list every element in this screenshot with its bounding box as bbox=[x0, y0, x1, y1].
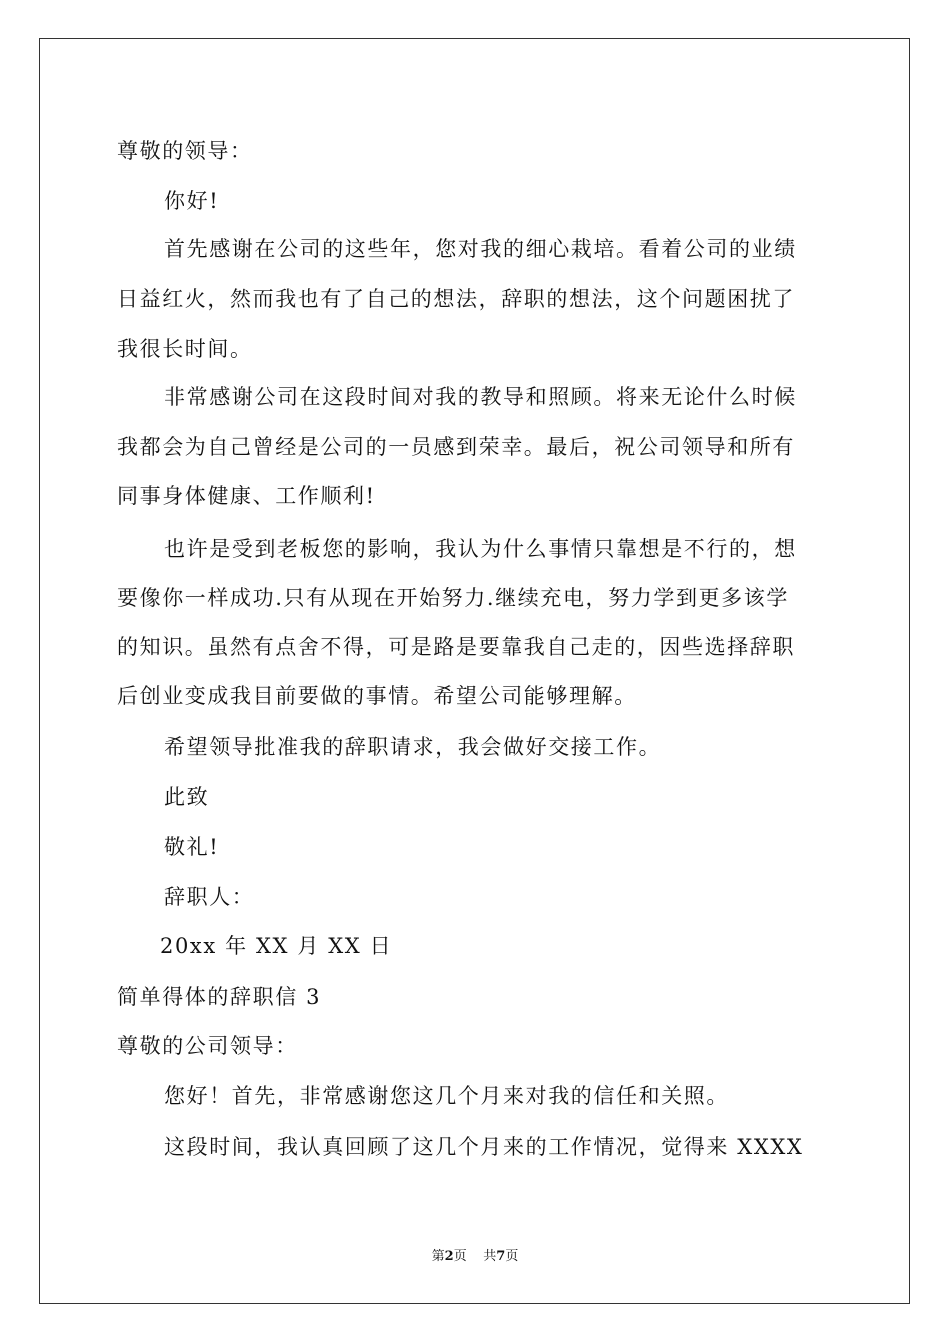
section-title: 简单得体的辞职信 3 bbox=[117, 985, 322, 1009]
greeting: 你好! bbox=[164, 189, 220, 213]
date-line: 20xx 年 XX 月 XX 日 bbox=[160, 934, 393, 958]
paragraph-line: 首先感谢在公司的这些年，您对我的细心栽培。看着公司的业绩 bbox=[164, 237, 797, 261]
paragraph-line: 要像你一样成功.只有从现在开始努力.继续充电，努力学到更多该学 bbox=[117, 586, 789, 610]
paragraph-line: 您好！首先，非常感谢您这几个月来对我的信任和关照。 bbox=[164, 1084, 729, 1108]
paragraph-line: 我很长时间。 bbox=[117, 337, 253, 361]
page-footer bbox=[0, 1248, 950, 1266]
paragraph-line: 日益红火，然而我也有了自己的想法，辞职的想法，这个问题困扰了 bbox=[117, 287, 795, 311]
page-border bbox=[39, 38, 910, 1304]
page-total-prefix: 共 bbox=[483, 1249, 497, 1264]
page-total-suffix: 页 bbox=[505, 1249, 519, 1264]
paragraph-line: 希望领导批准我的辞职请求，我会做好交接工作。 bbox=[164, 735, 662, 759]
paragraph-line: 的知识。虽然有点舍不得，可是路是要靠我自己走的，因些选择辞职 bbox=[117, 635, 795, 659]
paragraph-line: 非常感谢公司在这段时间对我的教导和照顾。将来无论什么时候 bbox=[164, 385, 797, 409]
salutation: 尊敬的领导： bbox=[117, 139, 253, 163]
page-number-prefix: 第 bbox=[431, 1249, 445, 1264]
paragraph-line: 同事身体健康、工作顺利! bbox=[117, 484, 376, 508]
salutation: 尊敬的公司领导： bbox=[117, 1034, 298, 1058]
paragraph-line: 后创业变成我目前要做的事情。希望公司能够理解。 bbox=[117, 684, 637, 708]
closing-line: 此致 bbox=[164, 785, 210, 809]
page-number-current: 2 bbox=[444, 1249, 454, 1264]
paragraph-line: 我都会为自己曾经是公司的一员感到荣幸。最后，祝公司领导和所有 bbox=[117, 435, 795, 459]
page-number-suffix: 页 bbox=[453, 1249, 467, 1264]
page-total: 7 bbox=[496, 1249, 506, 1264]
paragraph-line: 这段时间，我认真回顾了这几个月来的工作情况，觉得来 XXXX bbox=[164, 1135, 804, 1159]
closing-line: 敬礼! bbox=[164, 835, 220, 859]
paragraph-line: 也许是受到老板您的影响，我认为什么事情只靠想是不行的，想 bbox=[164, 537, 797, 561]
signer-label: 辞职人： bbox=[164, 885, 255, 909]
